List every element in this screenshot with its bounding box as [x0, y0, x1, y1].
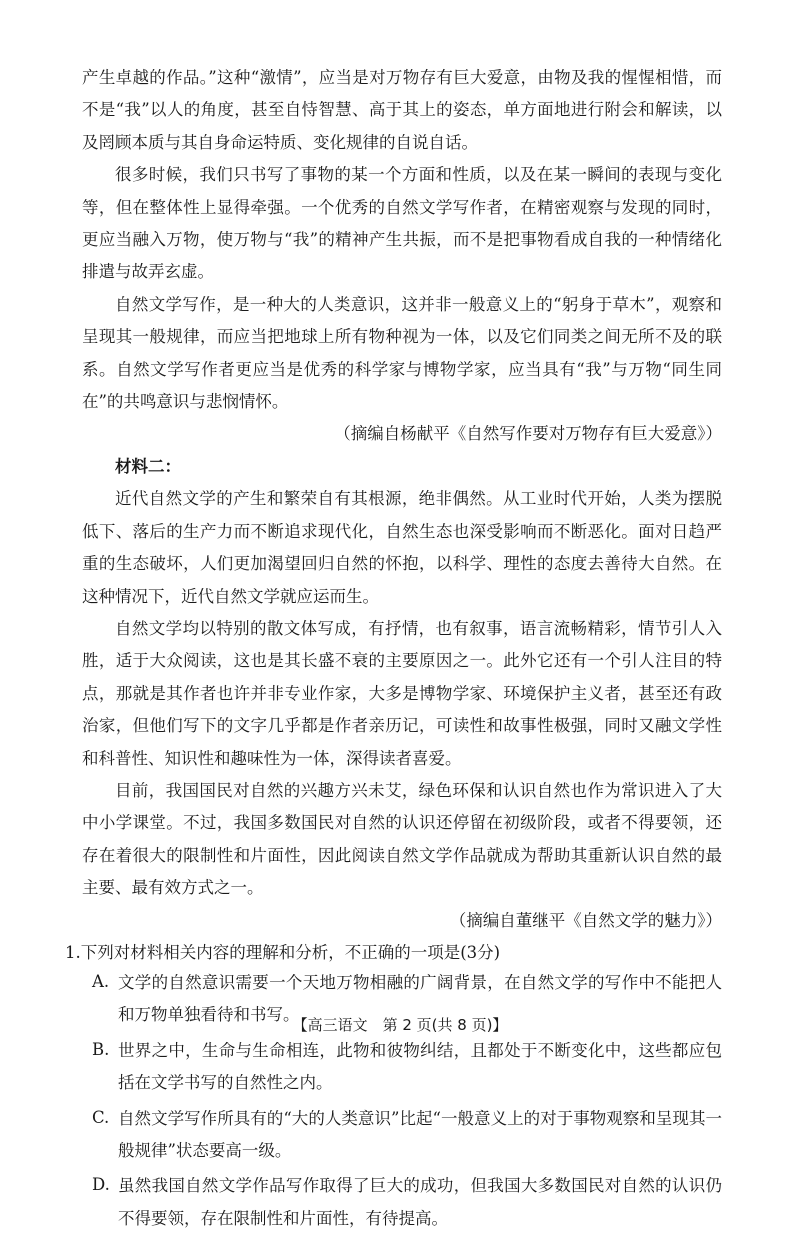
option-c [92, 1103, 722, 1168]
paragraph-2: 很多时候，我们只书写了事物的某一个方面和性质，以及在某一瞬间的表现与变化等，但在整体性上显得牵强。一个优秀的自然文学写作者，在精密观察与发现的同时，更应当融入万物，使万物与“我”的精神产生共振，而不是把事物看成自我的一种情绪化排遣与故弄玄虚。 [82, 165, 722, 282]
passage-body [65, 62, 722, 1235]
question-1 [65, 937, 722, 1235]
option-c-letter: C. [92, 1107, 110, 1127]
option-b-text: 世界之中，生命与生命相连，此物和彼物纠结，且都处于不断变化中，这些都应包括在文学书写的自然性之内。 [118, 1040, 722, 1093]
option-d [92, 1170, 722, 1235]
option-d-text: 虽然我国自然文学作品写作取得了巨大的成功，但我国大多数国民对自然的认识仍不得要领，存在限制性和片面性，有待提高。 [118, 1176, 722, 1228]
source-citation-1: （摘编自杨献平《自然写作要对万物存有巨大爱意》） [334, 424, 722, 444]
material-2-heading: 材料二： [115, 456, 181, 476]
option-d-letter: D. [92, 1175, 110, 1195]
paragraph-4: 近代自然文学的产生和繁荣自有其根源，绝非偶然。从工业时代开始，人类为摆脱低下、落后的生产力而不断追求现代化，自然生态也深受影响而不断恶化。面对日趋严重的生态破坏，人们更加渴望回归自然的怀抱，以科学、理性的态度去善待大自然。在这种情况下，近代自然文学就应运而生。 [82, 489, 722, 606]
question-1-stem: 1.下列对材料相关内容的理解和分析，不正确的一项是(3分) [65, 942, 501, 962]
option-b [92, 1035, 722, 1100]
paragraph-6: 目前，我国国民对自然的兴趣方兴未艾，绿色环保和认识自然也作为常识进入了大中小学课堂。不过，我国多数国民对自然的认识还停留在初级阶段，或者不得要领，还存在着很大的限制性和片面性，因此阅读自然文学作品就成为帮助其重新认识自然的最主要、最有效方式之一。 [82, 780, 722, 898]
paragraph-3: 自然文学写作，是一种大的人类意识，这并非一般意义上的“躬身于草木”，观察和呈现其一般规律，而应当把地球上所有物种视为一体，以及它们同类之间无所不及的联系。自然文学写作者更应当是优秀的科学家与博物学家，应当具有“我”与万物“同生同在”的共鸣意识与悲悯情怀。 [82, 294, 722, 412]
option-c-text: 自然文学写作所具有的“大的人类意识”比起“一般意义上的对于事物观察和呈现其一般规律”状态要高一级。 [118, 1108, 722, 1160]
source-citation-2: （摘编自董继平《自然文学的魅力》） [449, 910, 722, 930]
page-footer: 【高三语文 第 2 页(共 8 页)】 [292, 1016, 508, 1034]
paragraph-5: 自然文学均以特别的散文体写成，有抒情，也有叙事，语言流畅精彩，情节引人入胜，适于大众阅读，这也是其长盛不衰的主要原因之一。此外它还有一个引人注目的特点，那就是其作者也许并非专业作家，大多是博物学家、环境保护主义者，甚至还有政治家，但他们写下的文字几乎都是作者亲历记，可读性和故事性极强，同时又融文学性和科普性、知识性和趣味性为一体，深得读者喜爱。 [82, 618, 722, 768]
option-b-letter: B. [92, 1039, 110, 1059]
option-a-letter: A. [92, 971, 110, 991]
paragraph-1-continued: 产生卓越的作品。”这种“激情”，应当是对万物存有巨大爱意，由物及我的惺惺相惜，而不是“我”以人的角度，甚至自恃智慧、高于其上的姿态，单方面地进行附会和解读，以及罔顾本质与其自身命运特质、变化规律的自说自话。 [82, 68, 722, 152]
option-a-text: 文学的自然意识需要一个天地万物相融的广阔背景，在自然文学的写作中不能把人和万物单独看待和书写。 [118, 972, 722, 1025]
